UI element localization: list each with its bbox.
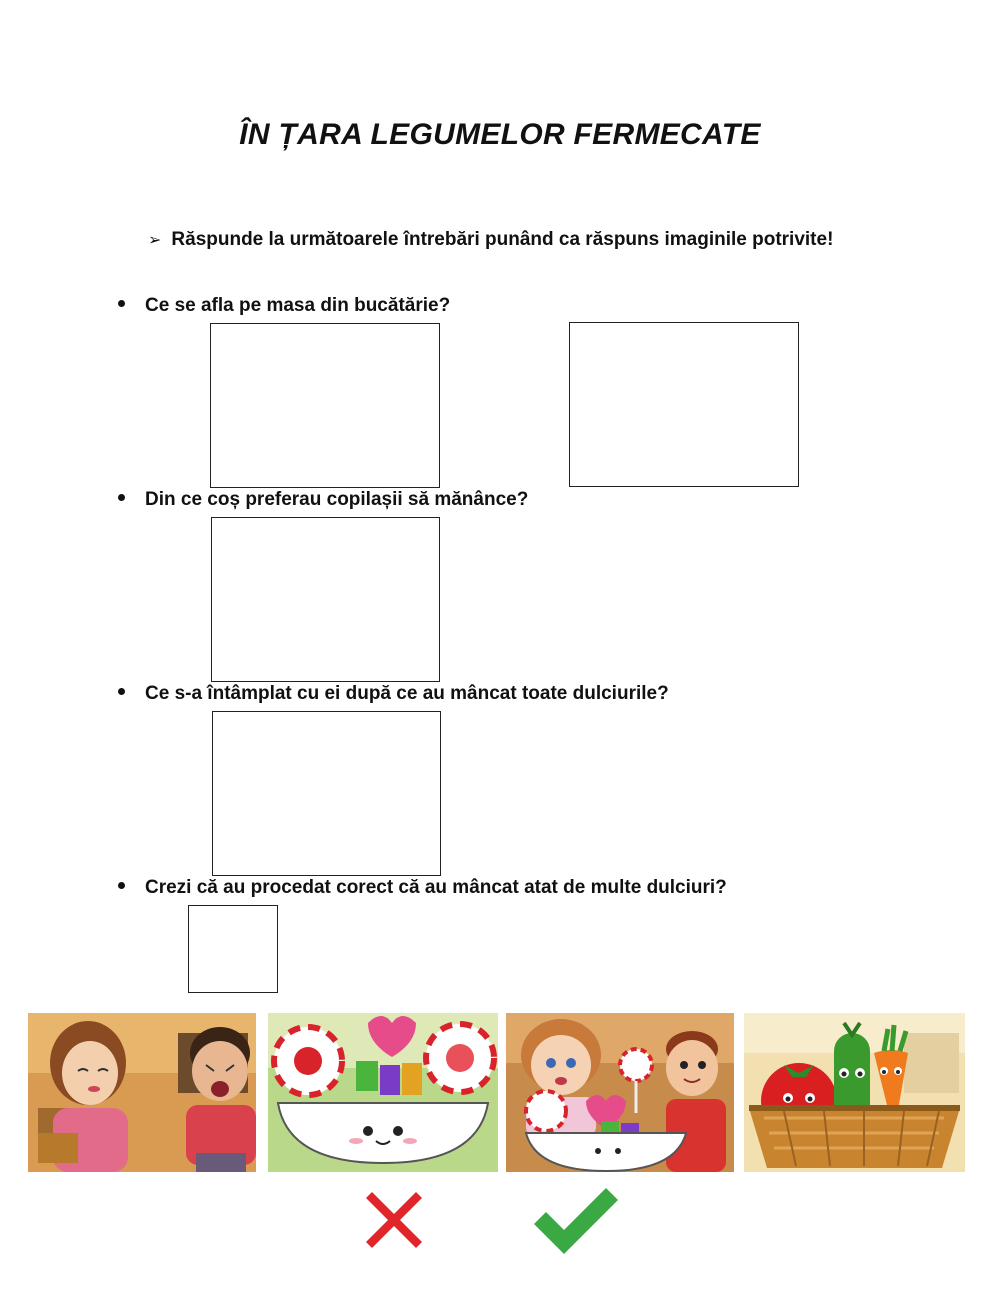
bullet-icon bbox=[118, 688, 125, 695]
bullet-icon bbox=[118, 300, 125, 307]
answer-drop-zone-q1-b[interactable] bbox=[569, 322, 799, 487]
bullet-icon bbox=[118, 494, 125, 501]
arrow-bullet-icon: ➢ bbox=[148, 232, 162, 249]
children-eating-candy-image[interactable] bbox=[506, 1013, 734, 1172]
question-text: Ce se afla pe masa din bucătărie? bbox=[145, 295, 451, 316]
worksheet-title: ÎN ȚARA LEGUMELOR FERMECATE bbox=[239, 118, 761, 151]
question-text: Crezi că au procedat corect că au mâncat atat de multe dulciuri? bbox=[145, 877, 727, 898]
green-check-icon[interactable] bbox=[532, 1184, 620, 1256]
bullet-icon bbox=[118, 882, 125, 889]
instruction-text: Răspunde la următoarele întrebări punând ca răspuns imaginile potrivite! bbox=[171, 229, 834, 250]
answer-drop-zone-q2[interactable] bbox=[211, 517, 440, 682]
red-x-icon[interactable] bbox=[358, 1184, 430, 1256]
question-text: Din ce coș preferau copilașii să mănânce? bbox=[145, 489, 529, 510]
answer-drop-zone-q3[interactable] bbox=[212, 711, 441, 876]
instruction bbox=[148, 229, 833, 251]
answer-drop-zone-q1-a[interactable] bbox=[210, 323, 440, 488]
question-4 bbox=[118, 877, 727, 899]
candy-bowl-image[interactable] bbox=[268, 1013, 498, 1172]
vegetable-basket-image[interactable] bbox=[744, 1013, 965, 1172]
sick-children-image[interactable] bbox=[28, 1013, 256, 1172]
question-3 bbox=[118, 683, 669, 705]
question-text: Ce s-a întâmplat cu ei după ce au mâncat toate dulciurile? bbox=[145, 683, 669, 704]
answer-drop-zone-q4[interactable] bbox=[188, 905, 278, 993]
question-2 bbox=[118, 489, 528, 511]
question-1 bbox=[118, 295, 450, 317]
